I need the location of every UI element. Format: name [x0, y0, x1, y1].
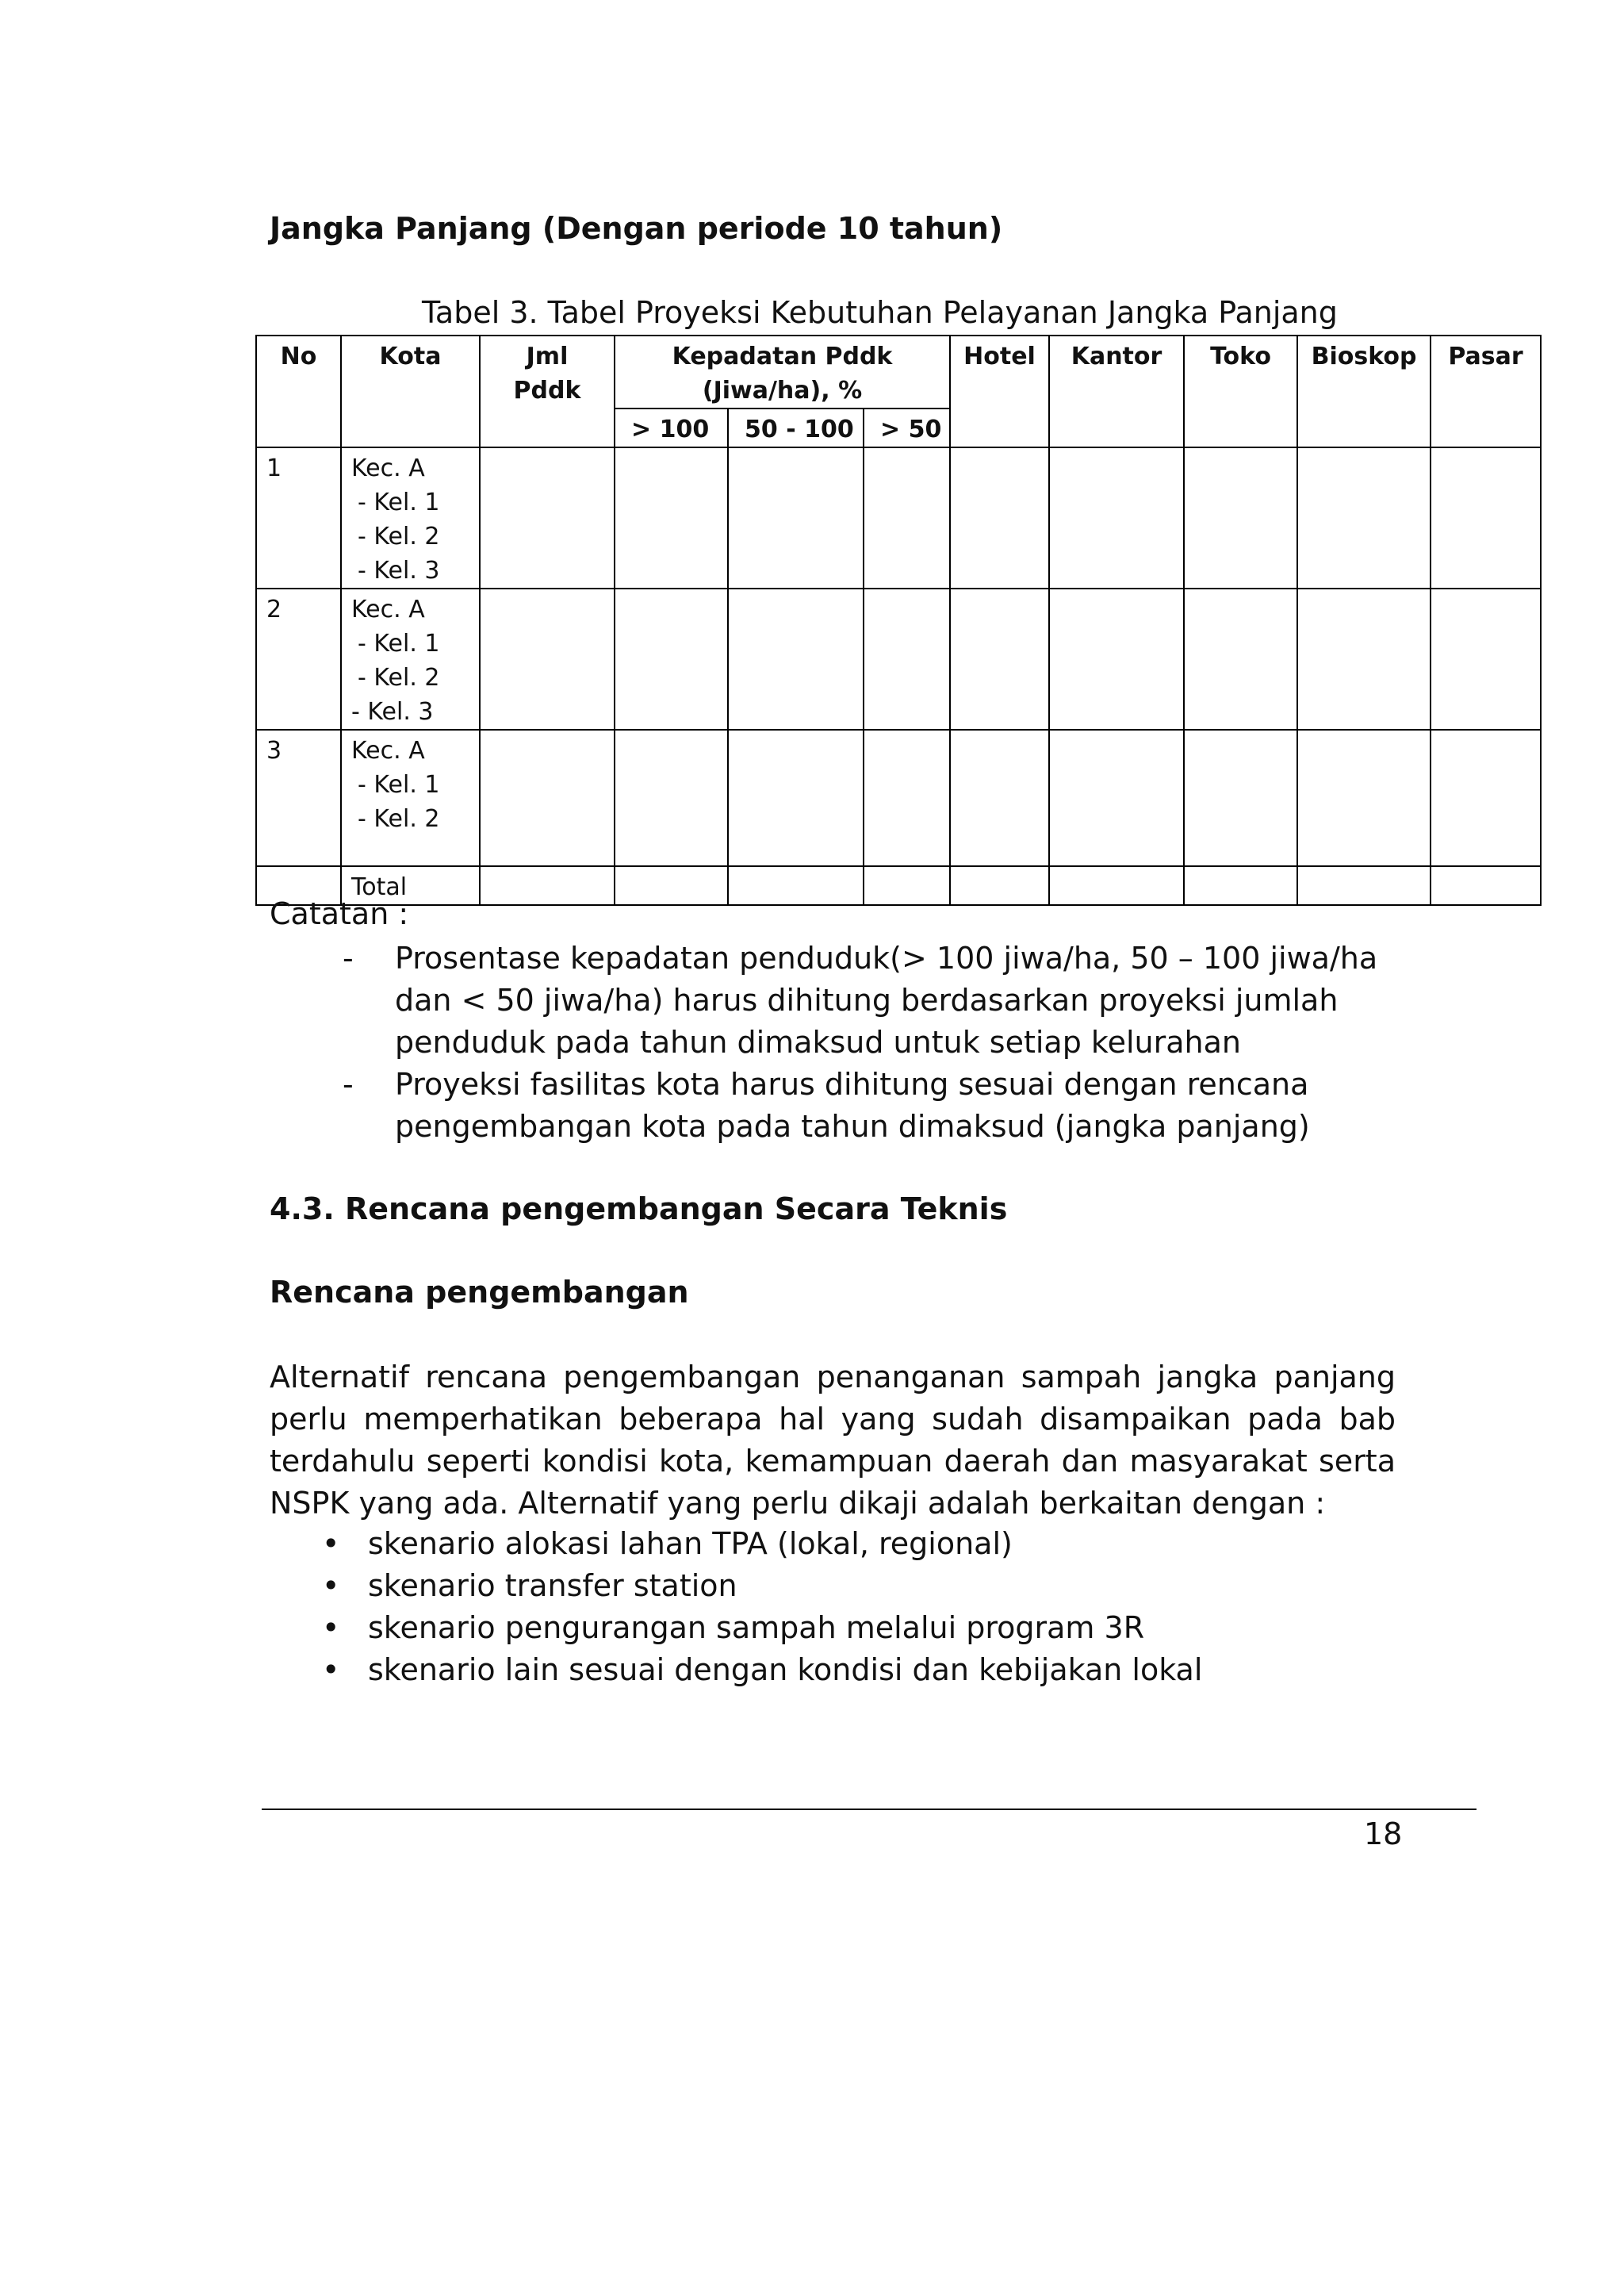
header-pasar: Pasar: [1431, 336, 1541, 447]
heading-4-3: 4.3. Rencana pengembangan Secara Teknis: [270, 1191, 1008, 1226]
note-item: [270, 938, 1396, 1064]
header-sub-50-100: 50 - 100: [728, 409, 864, 447]
note-text: Prosentase kepadatan penduduk(> 100 jiwa/ha, 50 – 100 jiwa/ha dan < 50 jiwa/ha) harus dihitung berdasarkan proyeksi jumlah penduduk pada tahun dimaksud untuk setiap kelurahan: [395, 941, 1378, 1060]
header-jml-line2: Pddk: [513, 377, 581, 405]
header-no: No: [256, 336, 341, 447]
table-row: [256, 447, 1541, 589]
header-toko: Toko: [1184, 336, 1297, 447]
bullet-icon: •: [322, 1526, 340, 1561]
kel-label: - Kel. 1: [358, 771, 440, 799]
bullet-icon: •: [322, 1610, 340, 1645]
header-kepadatan-line2: (Jiwa/ha), %: [702, 377, 863, 405]
total-label: Total: [341, 866, 480, 905]
kec-label: Kec. A: [351, 455, 425, 482]
kel-label: - Kel. 3: [358, 557, 440, 585]
header-kepadatan: [615, 336, 950, 409]
header-bioskop: Bioskop: [1297, 336, 1431, 447]
projection-table: [255, 335, 1542, 906]
kel-label: - Kel. 2: [358, 523, 440, 550]
list-item: [270, 1565, 1396, 1607]
dash-marker: -: [343, 1067, 354, 1102]
bullet-icon: •: [322, 1568, 340, 1603]
table-row: [256, 730, 1541, 866]
kel-label: - Kel. 1: [358, 630, 440, 658]
list-item-text: skenario transfer station: [368, 1568, 737, 1603]
cell-no: 3: [256, 730, 341, 866]
kel-label: - Kel. 1: [358, 489, 440, 516]
dash-marker: -: [343, 941, 354, 976]
list-item-text: skenario alokasi lahan TPA (lokal, regional): [368, 1526, 1013, 1561]
header-sub-gt50: > 50: [864, 409, 950, 447]
section-title: Jangka Panjang (Dengan periode 10 tahun): [270, 211, 1003, 246]
kel-label: - Kel. 2: [358, 664, 440, 692]
kec-label: Kec. A: [351, 737, 425, 765]
list-item-text: skenario lain sesuai dengan kondisi dan kebijakan lokal: [368, 1652, 1203, 1687]
cell-no: 2: [256, 589, 341, 730]
cell-kota: [341, 730, 480, 866]
footer-rule: [262, 1809, 1477, 1810]
notes-list: [270, 938, 1396, 1148]
header-kantor: Kantor: [1049, 336, 1184, 447]
table-row: [256, 589, 1541, 730]
kel-label: - Kel. 3: [351, 698, 434, 726]
list-item: [270, 1649, 1396, 1691]
list-item: [270, 1607, 1396, 1649]
subheading: Rencana pengembangan: [270, 1275, 689, 1310]
table-caption: Tabel 3. Tabel Proyeksi Kebutuhan Pelayanan Jangka Panjang: [422, 295, 1338, 330]
header-jml-pddk: [480, 336, 615, 447]
note-text: Proyeksi fasilitas kota harus dihitung sesuai dengan rencana pengembangan kota pada tahun dimaksud (jangka panjang): [395, 1067, 1310, 1144]
header-hotel: Hotel: [950, 336, 1049, 447]
header-kepadatan-line1: Kepadatan Pddk: [672, 343, 893, 370]
list-item: [270, 1523, 1396, 1565]
body-paragraph: Alternatif rencana pengembangan penanganan sampah jangka panjang perlu memperhatikan beberapa hal yang sudah disampaikan pada bab terdahulu seperti kondisi kota, kemampuan daerah dan masyarakat serta NSPK yang ada. Alternatif yang perlu dikaji adalah berkaitan dengan :: [270, 1360, 1396, 1521]
bullet-icon: •: [322, 1652, 340, 1687]
list-item-text: skenario pengurangan sampah melalui program 3R: [368, 1610, 1145, 1645]
total-row: [256, 866, 1541, 905]
cell-kota: [341, 447, 480, 589]
note-item: [270, 1064, 1396, 1148]
header-kota: Kota: [341, 336, 480, 447]
cell-kota: [341, 589, 480, 730]
page-number: 18: [1364, 1816, 1403, 1851]
notes-title: Catatan :: [270, 896, 409, 931]
bullet-list: [270, 1523, 1396, 1691]
cell-no: 1: [256, 447, 341, 589]
header-jml-line1: Jml: [526, 343, 569, 370]
header-sub-gt100: > 100: [615, 409, 728, 447]
kel-label: - Kel. 2: [358, 805, 440, 833]
kec-label: Kec. A: [351, 596, 425, 623]
